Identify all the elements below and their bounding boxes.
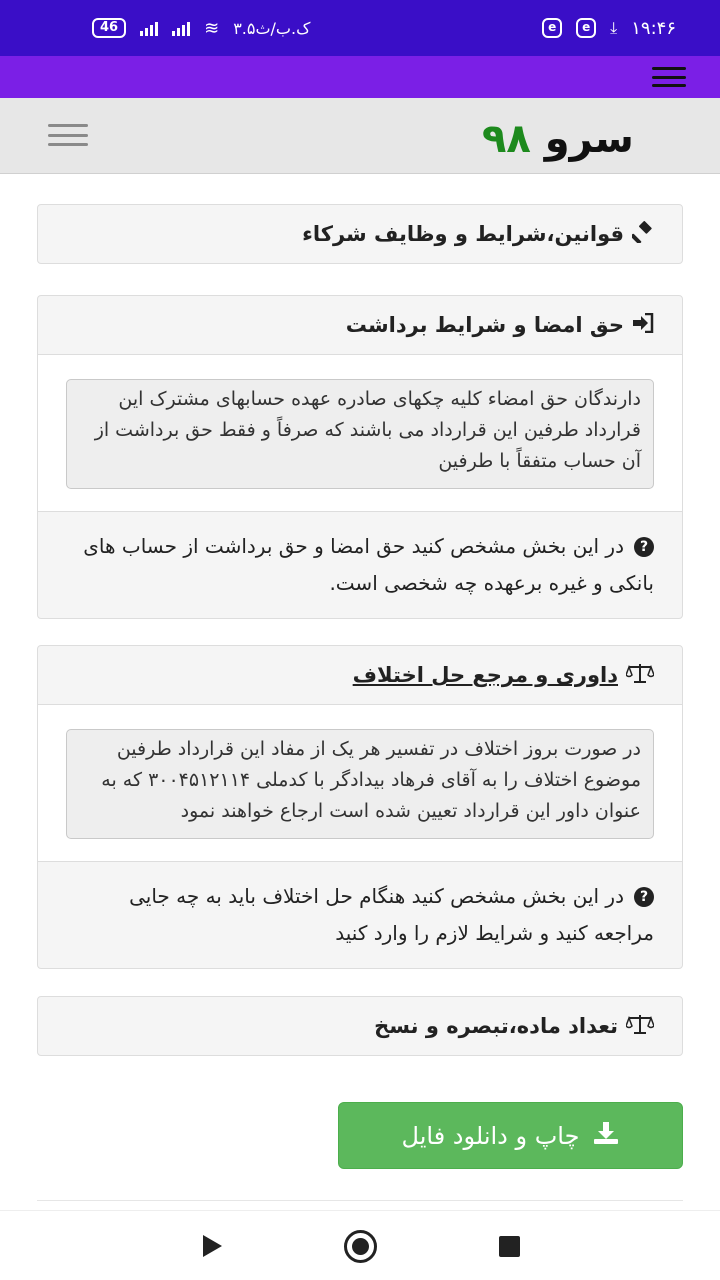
download-icon — [593, 1121, 619, 1151]
panel-body — [38, 354, 682, 512]
panel-body — [38, 704, 682, 862]
battery-indicator: 46 — [92, 18, 126, 38]
home-nav-icon[interactable] — [344, 1230, 377, 1263]
panel-heading[interactable] — [38, 997, 682, 1055]
recent-apps-icon[interactable] — [499, 1236, 520, 1257]
panel-help — [38, 512, 682, 618]
status-bar — [0, 0, 720, 56]
panel-articles-count[interactable] — [37, 996, 683, 1056]
signature-rights-textarea[interactable]: دارندگان حق امضاء کلیه چکهای صادره عهده حسابهای مشترک این قرارداد طرفین این قرارداد می باشند که صرفاً و فقط حق برداشت از آن حساب متفقاً با طرفین — [66, 379, 654, 489]
panel-heading[interactable] — [38, 205, 682, 263]
network-speed: ۳.۵ک.ب/ث — [233, 18, 311, 38]
back-nav-icon[interactable] — [203, 1235, 222, 1257]
system-nav-bar — [0, 1210, 720, 1280]
panel-heading[interactable] — [38, 296, 682, 354]
help-text: در این بخش مشخص کنید حق امضا و حق برداشت از حساب های بانکی و غیره برعهده چه شخصی است. — [83, 534, 654, 595]
panel-help — [38, 862, 682, 968]
panel-title: داوری و مرجع حل اختلاف — [352, 663, 618, 687]
help-text: در این بخش مشخص کنید هنگام حل اختلاف باید به چه جایی مراجعه کنید و شرایط لازم را وارد کنید — [129, 884, 654, 945]
panel-title: قوانین،شرایط و وظایف شرکاء — [302, 222, 624, 246]
wifi-icon: ≋ — [204, 17, 220, 39]
panel-partner-rules[interactable] — [37, 204, 683, 264]
signal-icon — [140, 20, 158, 36]
signal-icon-2 — [172, 20, 190, 36]
brand-logo[interactable] — [482, 116, 634, 162]
sign-in-icon — [632, 313, 654, 338]
print-download-button[interactable] — [338, 1102, 683, 1169]
panel-title: تعداد ماده،تبصره و نسخ — [374, 1014, 618, 1038]
top-nav-bar — [0, 56, 720, 98]
arbitration-textarea[interactable]: در صورت بروز اختلاف در تفسیر هر یک از مفاد این قرارداد طرفین موضوع اختلاف را به آقای فرهاد بیدادگر با کدملی ۳۰۰۴۵۱۲۱۱۴ که به عنوان داور این قرارداد تعیین شده است ارجاع خواهند نمود — [66, 729, 654, 839]
gavel-icon — [632, 221, 654, 248]
panel-heading[interactable] — [38, 646, 682, 704]
question-circle-icon: ? — [634, 537, 654, 557]
balance-scale-icon — [626, 1013, 654, 1040]
menu-toggle-icon[interactable] — [48, 124, 88, 146]
app-notification-icon-2: e — [576, 18, 596, 38]
hamburger-menu-icon[interactable] — [652, 67, 686, 87]
divider — [37, 1200, 683, 1201]
panel-title: حق امضا و شرایط برداشت — [345, 313, 624, 337]
balance-scale-icon — [626, 662, 654, 689]
print-download-label: چاپ و دانلود فایل — [401, 1121, 580, 1150]
panel-signature-rights — [37, 295, 683, 619]
brand-number: ۹۸ — [482, 116, 531, 162]
clock: ۱۹:۴۶ — [631, 17, 676, 39]
app-header — [0, 98, 720, 174]
question-circle-icon: ? — [634, 887, 654, 907]
download-notification-icon: ⤓ — [610, 18, 618, 37]
panel-arbitration — [37, 645, 683, 969]
brand-text: سرو — [544, 116, 634, 162]
app-notification-icon: e — [542, 18, 562, 38]
